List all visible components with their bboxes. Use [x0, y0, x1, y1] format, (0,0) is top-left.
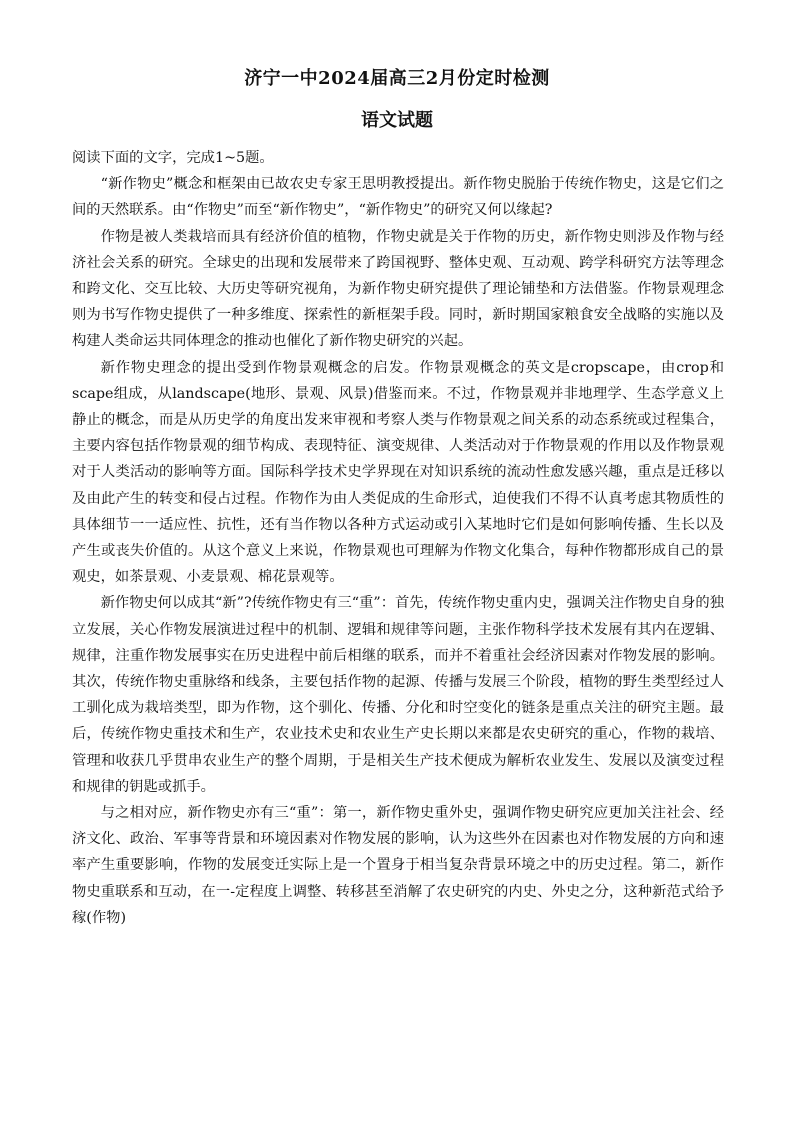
reading-instruction: 阅读下面的文字，完成1~5题。 — [72, 150, 274, 166]
paragraph-1: “新作物史”概念和框架由已故农史专家王思明教授提出。新作物史脱胎于传统作物史，这是它们之间的天然联系。由“作物史”而至“新作物史”，“新作物史”的研究又何以缘起? — [72, 176, 724, 219]
exam-title: 济宁一中2024届高三2月份定时检测 — [244, 68, 550, 89]
reading-passage — [72, 145, 724, 931]
exam-subtitle: 语文试题 — [361, 110, 433, 131]
paragraph-3: 新作物史理念的提出受到作物景观概念的启发。作物景观概念的英文是cropscape，由crop和scape组成，从landscape(地形、景观、风景)借鉴而来。不过，作物景观并非地理学、生态学意义上静止的概念，而是从历史学的角度出发来审视和考察人类与作物景观之间关系的动态系统或过程集合，主要内容包括作物景观的细节构成、表现特征、演变规律、人类活动对于作物景观的作用以及作物景观对于人类活动的影响等方面。国际科学技术史学界现在对知识系统的流动性愈发感兴趣，重点是迁移以及由此产生的转变和侵占过程。作物作为由人类促成的生命形式，迫使我们不得不认真考虑其物质性的具体细节一一适应性、抗性，还有当作物以各种方式运动或引入某地时它们是如何影响传播、生长以及产生或丧失价值的。从这个意义上来说，作物景观也可理解为作物文化集合，每种作物都形成自己的景观史，如茶景观、小麦景观、棉花景观等。 — [72, 359, 724, 586]
paragraph-2: 作物是被人类栽培而具有经济价值的植物，作物史就是关于作物的历史，新作物史则涉及作物与经济社会关系的研究。全球史的出现和发展带来了跨国视野、整体史观、互动观、跨学科研究方法等理念和跨文化、交互比较、大历史等研究视角，为新作物史研究提供了理论铺垫和方法借鉴。作物景观理念则为书写作物史提供了一种多维度、探索性的新框架手段。同时，新时期国家粮食安全战略的实施以及构建人类命运共同体理念的推动也催化了新作物史研究的兴起。 — [72, 228, 724, 350]
paragraph-5: 与之相对应，新作物史亦有三“重”：第一，新作物史重外史，强调作物史研究应更加关注社会、经济文化、政治、军事等背景和环境因素对作物发展的影响，认为这些外在因素也对作物发展的方向和速率产生重要影响，作物的发展变迁实际上是一个置身于相当复杂背景环境之中的历史过程。第二，新作物史重联系和互动，在一-定程度上调整、转移甚至消解了农史研究的内史、外史之分，这种新范式给予稼(作物) — [72, 805, 724, 926]
paragraph-4: 新作物史何以成其“新”?传统作物史有三“重”：首先，传统作物史重内史，强调关注作物史自身的独立发展，关心作物发展演进过程中的机制、逻辑和规律等问题，主张作物科学技术发展有其内在逻辑、规律，注重作物发展事实在历史进程中前后相继的联系，而并不着重社会经济因素对作物发展的影响。其次，传统作物史重脉络和线条，主要包括作物的起源、传播与发展三个阶段，植物的野生类型经过人工驯化成为栽培类型，即为作物，这个驯化、传播、分化和时空变化的链条是重点关注的研究主题。最后，传统作物史重技术和生产，农业技术史和农业生产史长期以来都是农史研究的重心，作物的栽培、管理和收获几乎贯串农业生产的整个周期，于是相关生产技术便成为解析农业发生、发展以及演变过程和规律的钥匙或抓手。 — [72, 595, 724, 795]
